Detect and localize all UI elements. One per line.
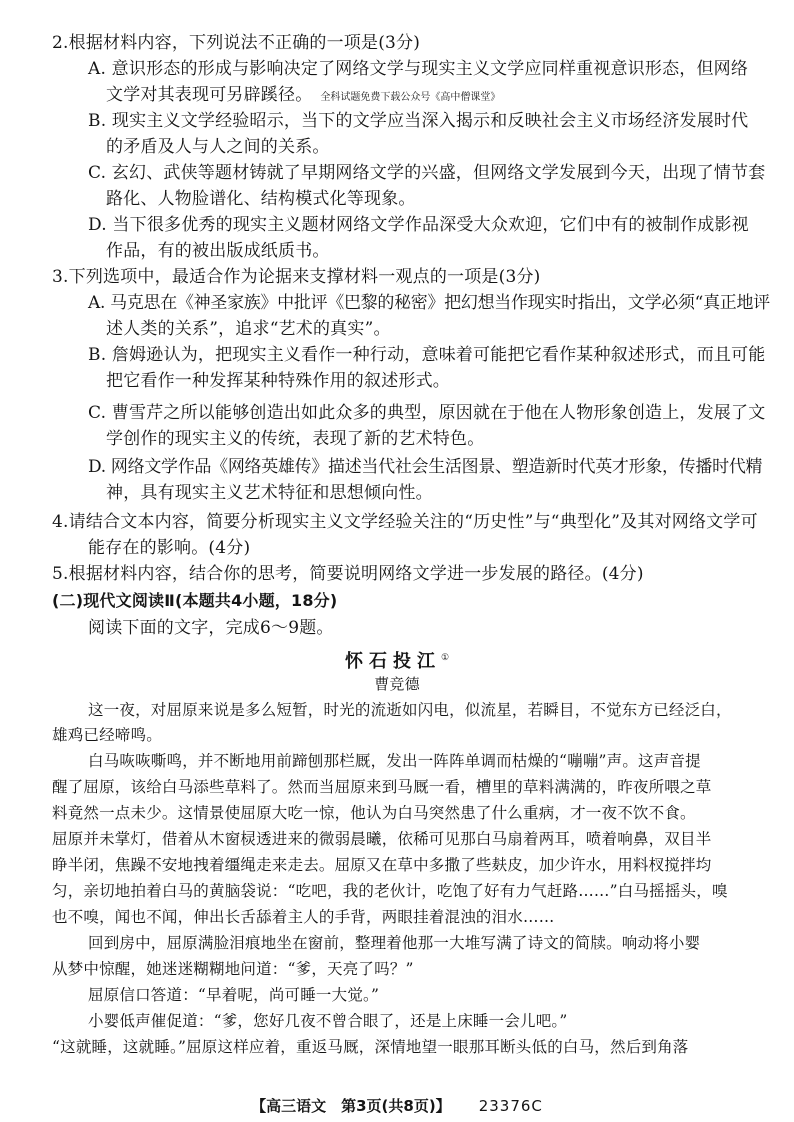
question-3-option-b-line2: 把它看作一种发挥某种特殊作用的叙述形式。 xyxy=(106,371,450,391)
article-line: 料竟然一点未少。这情景使屈原大吃一惊，他认为白马突然患了什么重病，才一夜不饮不食。 xyxy=(52,804,696,822)
question-3-option-a-line2: 述人类的关系”，追求“艺术的真实”。 xyxy=(106,319,391,339)
question-3-option-a-line1: A. 马克思在《神圣家族》中批评《巴黎的秘密》把幻想当作现实时指出，文学必须“真正地评 xyxy=(88,293,770,313)
question-2-option-a-line2 xyxy=(106,84,500,109)
question-2-option-c-line2: 路化、人物脸谱化、结构模式化等现象。 xyxy=(106,189,416,209)
article-line: 这一夜，对屈原来说是多么短暂，时光的流逝如闪电，似流星，若瞬目，不觉东方已经泛白， xyxy=(88,701,732,719)
article-line: 从梦中惊醒，她迷迷糊糊地问道：“爹，天亮了吗？” xyxy=(52,960,414,978)
question-2-stem: 2.根据材料内容，下列说法不正确的一项是(3分) xyxy=(52,33,421,53)
question-3-option-d-line2: 神，具有现实主义艺术特征和思想倾向性。 xyxy=(106,483,433,503)
question-2-option-a-line1: A. 意识形态的形成与影响决定了网络文学与现实主义文学应同样重视意识形态，但网络 xyxy=(88,59,749,79)
question-4-line2: 能存在的影响。(4分) xyxy=(88,538,251,558)
article-line: 屈原并未掌灯，借着从木窗棂透进来的微弱晨曦，依稀可见那白马扇着两耳，喷着响鼻，双目半 xyxy=(52,830,712,848)
question-2-option-d-line2: 作品，有的被出版成纸质书。 xyxy=(106,241,330,261)
article-line: 小婴低声催促道：“爹，您好几夜不曾合眼了，还是上床睡一会儿吧。” xyxy=(88,1012,568,1030)
article-line: 回到房中，屈原满脸泪痕地坐在窗前，整理着他那一大堆写满了诗文的简牍。响动将小婴 xyxy=(88,934,701,952)
watermark-text: 全科试题免费下载公众号《高中僧课堂》 xyxy=(320,92,501,103)
section-heading: (二)现代文阅读Ⅱ(本题共4小题，18分) xyxy=(52,591,338,610)
exam-code: 23376C xyxy=(478,1097,543,1115)
question-3-option-b-line1: B. 詹姆逊认为，把现实主义看作一种行动，意味着可能把它看作某种叙述形式，而且可能 xyxy=(88,345,766,365)
page-footer xyxy=(0,1095,794,1116)
question-3-option-c-line2: 学创作的现实主义的传统，表现了新的艺术特色。 xyxy=(106,429,485,449)
article-line: 雄鸡已经啼鸣。 xyxy=(52,726,162,744)
article-line: 醒了屈原，该给白马添些草料了。然而当屈原来到马厩一看，槽里的草料满满的，昨夜所喂之草 xyxy=(52,778,712,796)
article-line: 白马咴咴嘶鸣，并不断地用前蹄刨那栏厩，发出一阵阵单调而枯燥的“嘣嘣”声。这声音提 xyxy=(88,752,701,770)
article-line: 也不嗅，闻也不闻，伸出长舌舔着主人的手背，两眼挂着混浊的泪水…… xyxy=(52,908,555,926)
footer-label: 【高三语文 第3页(共8页)】 xyxy=(251,1097,451,1115)
question-3-option-c-line1: C. 曹雪芹之所以能够创造出如此众多的典型，原因就在于他在人物形象创造上，发展了文 xyxy=(88,403,766,423)
question-2-option-b-line1: B. 现实主义文学经验昭示，当下的文学应当深入揭示和反映社会主义市场经济发展时代 xyxy=(88,111,749,131)
footnote-marker: ① xyxy=(440,653,450,663)
article-author: 曹竞德 xyxy=(374,675,420,693)
question-5-line1: 5.根据材料内容，结合你的思考，简要说明网络文学进一步发展的路径。(4分) xyxy=(52,564,644,584)
article-line: “这就睡，这就睡。”屈原这样应着，重返马厩，深情地望一眼那耳断头低的白马，然后到角落 xyxy=(52,1038,689,1056)
question-2-option-d-line1: D. 当下很多优秀的现实主义题材网络文学作品深受大众欢迎，它们中有的被制作成影视 xyxy=(88,215,749,235)
question-3-stem: 3.下列选项中，最适合作为论据来支撑材料一观点的一项是(3分) xyxy=(52,267,541,287)
article-line: 睁半闭，焦躁不安地拽着缰绳走来走去。屈原又在草中多撒了些麸皮，加少许水，用料杈搅拌均 xyxy=(52,856,712,874)
reading-instruction: 阅读下面的文字，完成6～9题。 xyxy=(88,618,334,638)
article-line: 屈原信口答道：“早着呢，尚可睡一大觉。” xyxy=(88,986,380,1004)
question-2-option-c-line1: C. 玄幻、武侠等题材铸就了早期网络文学的兴盛，但网络文学发展到今天，出现了情节套 xyxy=(88,163,766,183)
article-title-text: 怀石投江 xyxy=(344,651,441,672)
article-title xyxy=(0,647,794,673)
question-3-option-d-line1: D. 网络文学作品《网络英雄传》描述当代社会生活图景、塑造新时代英才形象，传播时代精 xyxy=(88,457,763,477)
question-2-option-b-line2: 的矛盾及人与人之间的关系。 xyxy=(106,137,330,157)
question-4-line1: 4.请结合文本内容，简要分析现实主义文学经验关注的“历史性”与“典型化”及其对网络文学可 xyxy=(52,512,758,532)
option-a-text: 文学对其表现可另辟蹊径。 xyxy=(106,85,313,105)
article-line: 匀，亲切地拍着白马的黄脑袋说：“吃吧，我的老伙计，吃饱了好有力气赶路……”白马摇摇头，嗅 xyxy=(52,882,728,900)
